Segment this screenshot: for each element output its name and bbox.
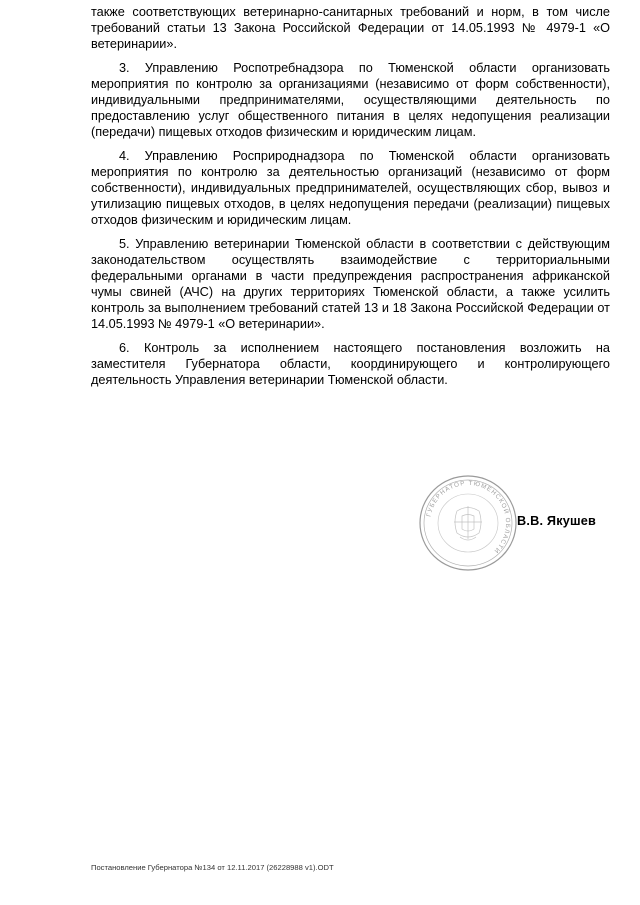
signatory-name: В.В. Якушев <box>517 514 597 528</box>
official-seal-stamp <box>417 473 519 573</box>
paragraph-continuation: также соответствующих ветеринарно-санитарных требований и норм, в том числе требований статьи 13 Закона Российской Федерации от 14.05.1993 № 4979-1 «О ветеринарии». <box>91 5 610 51</box>
paragraph-3: 3. Управлению Роспотребнадзора по Тюменской области организовать мероприятия по контролю за организациями (независимо от форм собственности), индивидуальными предпринимателями, осуществляющими деятельность по предоставлению услуг общественного питания в целях недопущения реализации (передачи) пищевых отходов физическим и юридическим лицам. <box>91 61 610 139</box>
paragraph-6: 6. Контроль за исполнением настоящего постановления возложить на заместителя Губернатора области, координирующего и контролирующего деятельность Управления ветеринарии Тюменской области. <box>91 341 610 387</box>
document-body <box>91 4 610 388</box>
stamp-text: ГУБЕРНАТОР ТЮМЕНСКОЙ ОБЛАСТИ <box>425 479 512 555</box>
paragraph-5: 5. Управлению ветеринарии Тюменской области в соответствии с действующим законодательством осуществлять взаимодействие с территориальными федеральными органами в части предупреждения распространения африканской чумы свиней (АЧС) на других территориях Тюменской области, а также усилить контроль за выполнением требований статей 13 и 18 Закона Российской Федерации от 14.05.1993 № 4979-1 «О ветеринарии». <box>91 237 610 331</box>
document-footer: Постановление Губернатора №134 от 12.11.2017 (26228988 v1).ODT <box>91 863 334 872</box>
paragraph-4: 4. Управлению Росприроднадзора по Тюменской области организовать мероприятия по контролю за деятельностью организаций (независимо от форм собственности), индивидуальных предпринимателей, осуществляющих сбор, вывоз и утилизацию пищевых отходов, в целях недопущения передачи (реализации) пищевых отходов физическим и юридическим лицам. <box>91 149 610 227</box>
